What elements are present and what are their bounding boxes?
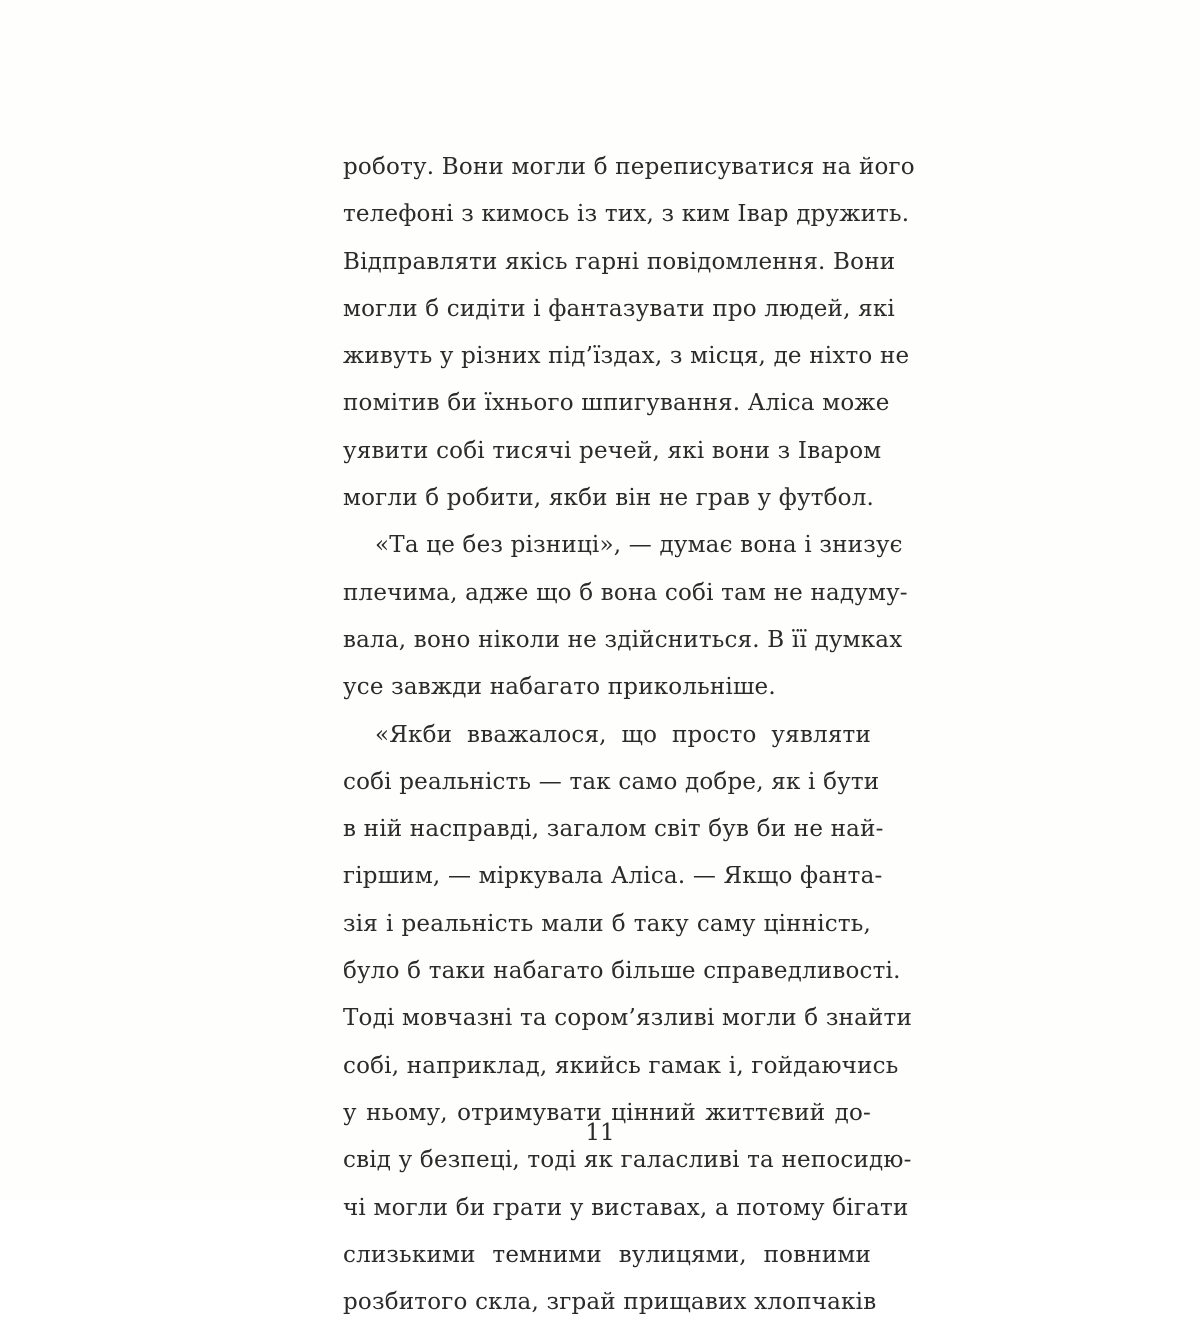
text-line: зія і реальність мали б таку саму цінність, (343, 910, 871, 937)
page-number: 11 (585, 1120, 615, 1146)
text-line: чі могли би грати у виставах, а потому бігати (343, 1194, 909, 1221)
text-line: роботу. Вони могли б переписуватися на його (343, 154, 915, 180)
text-line: вала, воно ніколи не здійсниться. В її думках (343, 626, 903, 653)
text-line: Тоді мовчазні та сором’язливі могли б знайти (343, 1005, 912, 1032)
text-line: плечима, адже що б вона собі там не надуму- (343, 579, 908, 606)
text-line: гіршим, — міркувала Аліса. — Якщо фанта- (343, 863, 883, 890)
text-line: усе завжди набагато прикольніше. (343, 674, 776, 701)
text-line: помітив би їхнього шпигування. Аліса може (343, 390, 890, 417)
text-line: уявити собі тисячі речей, які вони з Іваром (343, 437, 882, 464)
text-line: розбитого скла, зграй прищавих хлопчаків (343, 1289, 877, 1316)
text-line: слизькими темними вулицями, повними (343, 1241, 871, 1268)
text-line: було б таки набагато більше справедливості. (343, 958, 901, 985)
text-line: свід у безпеці, тоді як галасливі та непосидю- (343, 1147, 912, 1174)
text-line: «Якби вважалося, що просто уявляти (375, 721, 871, 748)
text-line: в ній насправді, загалом світ був би не най- (343, 816, 884, 843)
text-line: могли б сидіти і фантазувати про людей, які (343, 295, 895, 322)
text-line: у ньому, отримувати цінний життєвий до- (343, 1099, 871, 1126)
body-text (343, 144, 915, 1326)
text-line: «Та це без різниці», — думає вона і знизує (375, 532, 903, 559)
text-line: телефоні з кимось із тих, з ким Івар дружить. (343, 201, 910, 228)
text-line: собі реальність — так само добре, як і бути (343, 768, 880, 795)
text-line: собі, наприклад, якийсь гамак і, гойдаючись (343, 1052, 899, 1079)
text-line: Відправляти якісь гарні повідомлення. Вони (343, 248, 896, 275)
text-line: могли б робити, якби він не грав у футбол. (343, 485, 875, 512)
text-line: живуть у різних під’їздах, з місця, де ніхто не (343, 343, 910, 370)
